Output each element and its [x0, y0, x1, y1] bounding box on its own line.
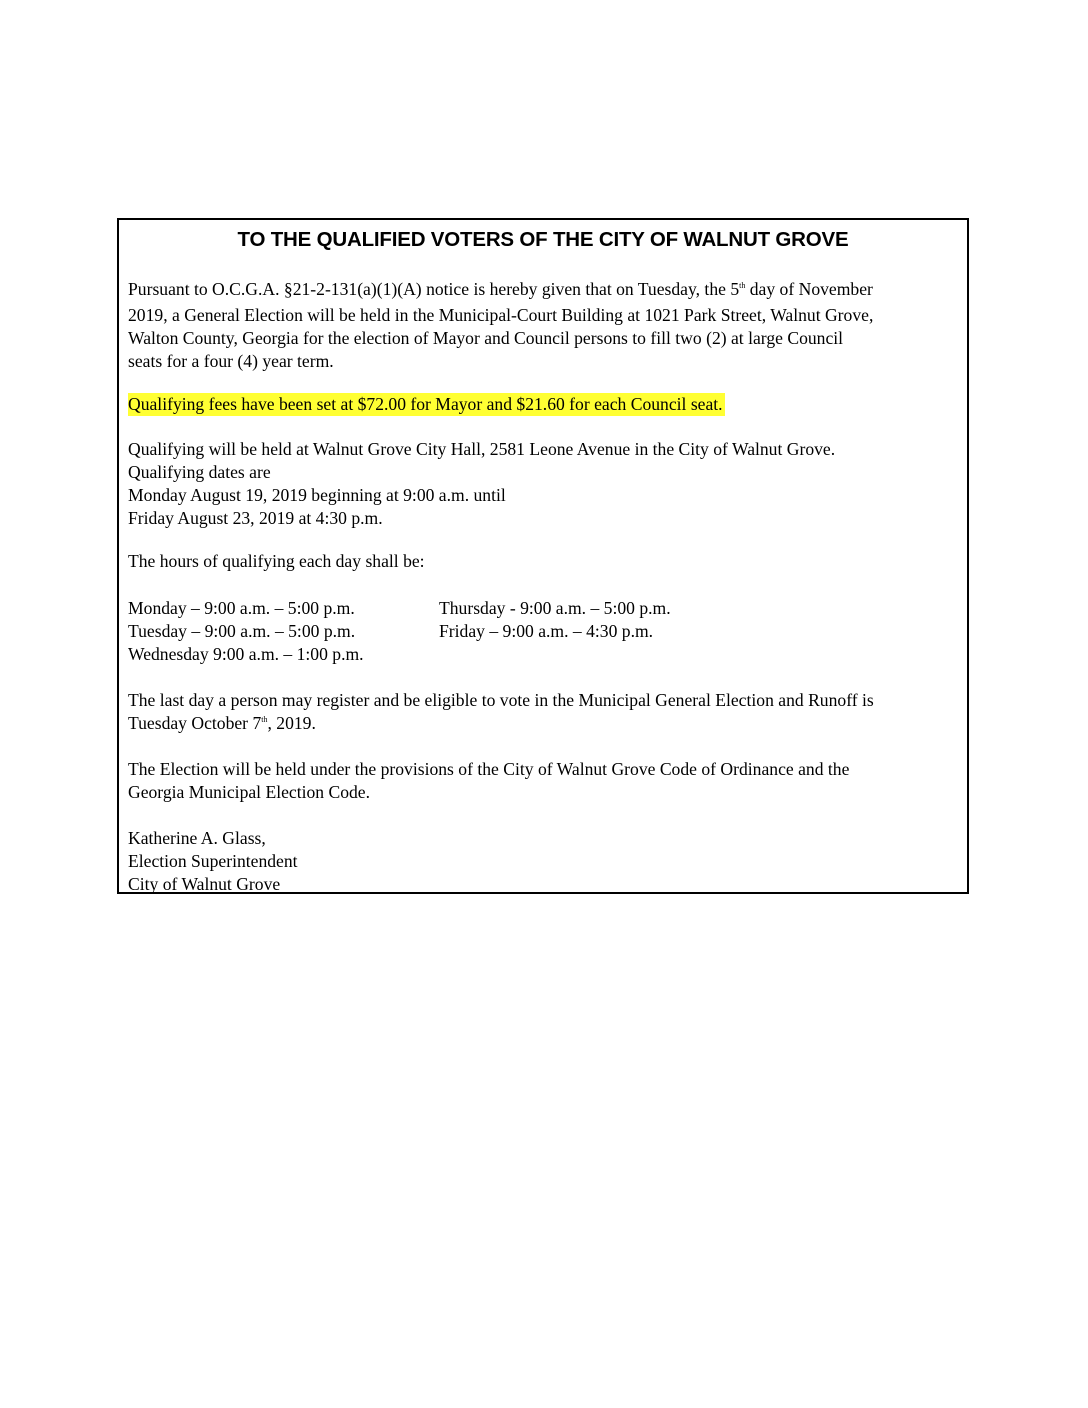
schedule-friday: Friday – 9:00 a.m. – 4:30 p.m. — [439, 621, 654, 641]
registration-line-2: Tuesday October 7th, 2019. — [128, 713, 316, 733]
qualifying-line-3: Monday August 19, 2019 beginning at 9:00 a.m. until — [128, 485, 506, 505]
qualifying-line-4: Friday August 23, 2019 at 4:30 p.m. — [128, 508, 383, 528]
signature-org: City of Walnut Grove — [128, 874, 281, 894]
schedule-thursday: Thursday - 9:00 a.m. – 5:00 p.m. — [439, 598, 671, 618]
announcement-line-1: Pursuant to O.C.G.A. §21-2-131(a)(1)(A) notice is hereby given that on Tuesday, the 5th day of November — [128, 279, 873, 299]
announcement-line-4: seats for a four (4) year term. — [128, 351, 334, 371]
signature-role: Election Superintendent — [128, 851, 298, 871]
announcement-line-2: 2019, a General Election will be held in the Municipal-Court Building at 1021 Park Street, Walnut Grove, — [128, 305, 874, 325]
qualifying-line-1: Qualifying will be held at Walnut Grove City Hall, 2581 Leone Avenue in the City of Walnut Grove. — [128, 439, 836, 459]
signature-block — [128, 827, 959, 896]
provisions-line-1: The Election will be held under the provisions of the City of Walnut Grove Code of Ordinance and the — [128, 759, 850, 779]
qualifying-hours-schedule — [128, 597, 959, 666]
qualifying-fees-paragraph — [128, 393, 959, 416]
schedule-row-3 — [128, 643, 959, 666]
registration-deadline-paragraph — [128, 689, 959, 738]
provisions-paragraph — [128, 758, 959, 804]
provisions-line-2: Georgia Municipal Election Code. — [128, 782, 371, 802]
schedule-tuesday: Tuesday – 9:00 a.m. – 5:00 p.m. — [128, 621, 356, 641]
hours-intro: The hours of qualifying each day shall be: — [128, 551, 425, 571]
schedule-row-2 — [128, 620, 959, 643]
schedule-monday: Monday – 9:00 a.m. – 5:00 p.m. — [128, 598, 355, 618]
election-announcement-paragraph — [128, 278, 959, 373]
qualifying-fees-highlight: Qualifying fees have been set at $72.00 for Mayor and $21.60 for each Council seat. — [128, 394, 723, 414]
schedule-row-1 — [128, 597, 959, 620]
announcement-line-3: Walton County, Georgia for the election of Mayor and Council persons to fill two (2) at large Council — [128, 328, 844, 348]
notice-title: TO THE QUALIFIED VOTERS OF THE CITY OF WALNUT GROVE — [237, 228, 849, 251]
qualifying-location-paragraph — [128, 438, 959, 530]
election-notice-box — [117, 218, 969, 894]
registration-line-1: The last day a person may register and be eligible to vote in the Municipal General Election and Runoff is — [128, 690, 874, 710]
schedule-wednesday: Wednesday 9:00 a.m. – 1:00 p.m. — [128, 644, 364, 664]
qualifying-line-2: Qualifying dates are — [128, 462, 271, 482]
signature-name: Katherine A. Glass, — [128, 828, 266, 848]
